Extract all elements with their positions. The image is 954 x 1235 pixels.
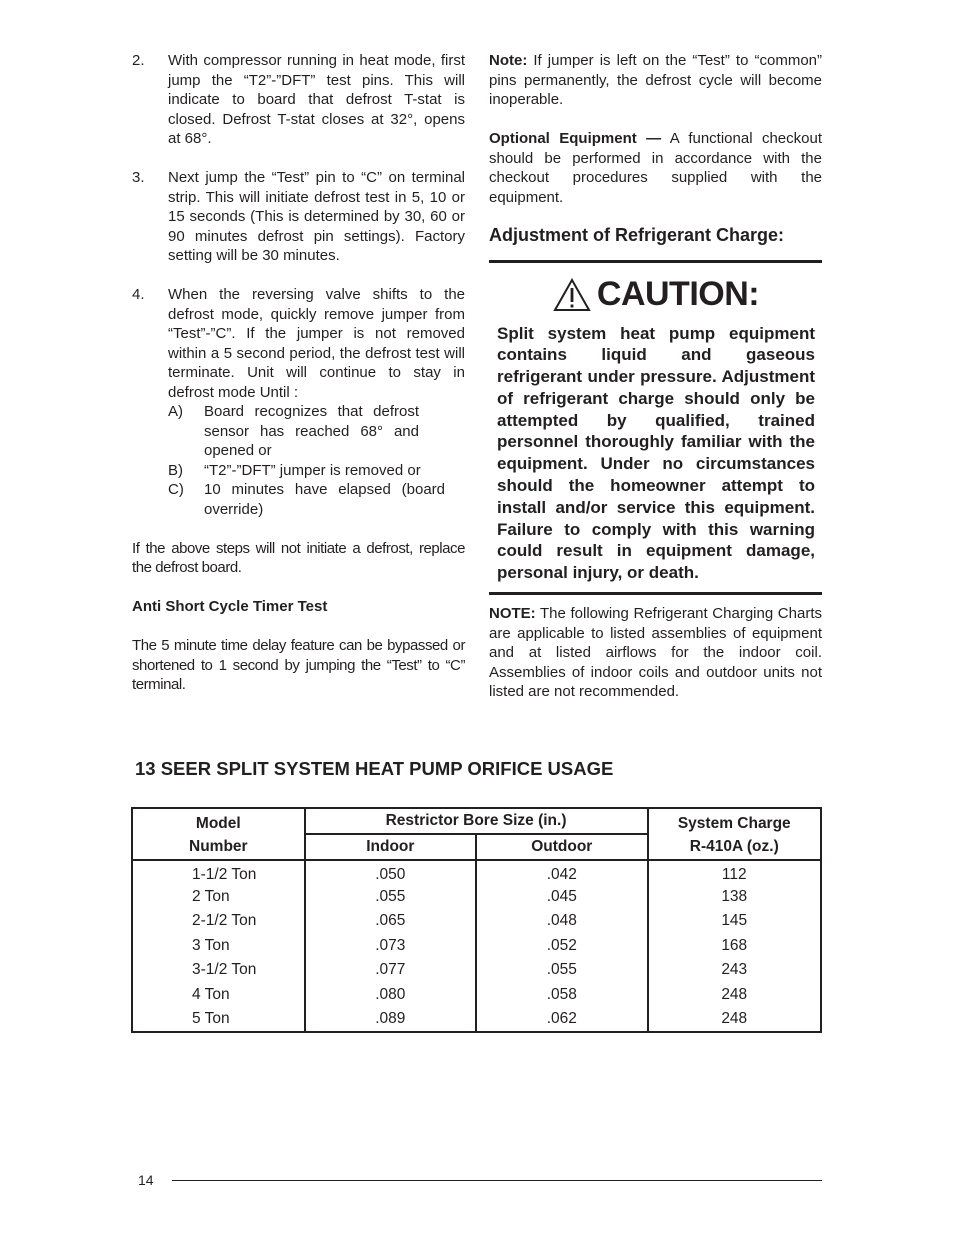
table-title: 13 SEER SPLIT SYSTEM HEAT PUMP ORIFICE USAGE [135,758,614,779]
orifice-usage-table [131,807,822,1033]
charge-cell: 138 [648,885,821,910]
note-text: If jumper is left on the “Test” to “common” pins permanently, the defrost cycle will become inoperable. [489,52,822,108]
step-number: 4. [132,286,145,303]
outdoor-cell: .042 [476,860,647,885]
note-label: Note: [489,52,528,69]
sub-item-letter: B) [168,461,183,479]
sub-item-c [168,480,465,519]
indoor-cell: .077 [305,958,476,983]
sub-item-a [168,402,465,461]
note2-text: The following Refrigerant Charging Charts are applicable to listed assemblies of equipment and at listed airflows for the indoor coil. Assemblies of indoor coils and outdoor units not listed are not recommended. [489,605,822,701]
caution-word: CAUTION: [596,274,760,313]
step-text: With compressor running in heat mode, first jump the “T2”-”DFT” test pins. This will indicate to board that defrost T-stat is closed. Defrost T-stat closes at 32°, opens at 68°. [168,52,465,147]
step-text: Next jump the “Test” pin to “C” on terminal strip. This will initiate defrost test in 5, 10 or 15 seconds (This is determined by 30, 60 or 90 minutes defrost pin settings). Factory setting will be 30 minutes. [168,169,465,264]
table-row [132,1007,821,1032]
indoor-cell: .065 [305,909,476,934]
indoor-cell: .073 [305,934,476,959]
charge-cell: 168 [648,934,821,959]
table-subheader-row [132,834,821,860]
footer-rule [172,1180,822,1181]
table-row [132,885,821,910]
indoor-cell: .080 [305,983,476,1008]
sub-item-b [168,461,465,481]
charge-header-line2: R-410A (oz.) [648,834,821,860]
caution-text: Split system heat pump equipment contains liquid and gaseous refrigerant under pressure. Adjustment of refrigerant charge should only be attempted by qualified, trained personnel thoroughly familiar with the equipment. Under no circumstances should the homeowner attempt to install and/or service this equipment. Failure to comply with this warning could result in equipment damage, personal injury, or death. [497,323,815,583]
step-3 [132,168,465,266]
left-column [132,51,465,695]
optional-text: A functional checkout should be performed in accordance with the checkout procedures supplied with the equipment. [489,130,822,206]
charge-cell: 243 [648,958,821,983]
model-cell: 1-1/2 Ton [132,860,305,885]
optional-label: Optional Equipment — [489,130,662,147]
step-4-text: When the reversing valve shifts to the defrost mode, quickly remove jumper from “Test”-”C”. If the jumper is not removed within a 5 second period, the defrost test will terminate. Unit will continue to stay in defrost mode Until : [168,286,465,401]
sub-item-text: Board recognizes that defrost sensor has reached 68° and opened or [204,403,419,459]
jumper-note [489,51,822,110]
outdoor-cell: .058 [476,983,647,1008]
table-row [132,983,821,1008]
table-header-row [132,808,821,834]
model-cell: 3 Ton [132,934,305,959]
sub-item-letter: C) [168,481,184,498]
indoor-cell: .050 [305,860,476,885]
model-cell: 2 Ton [132,885,305,910]
table-row [132,934,821,959]
indoor-header: Indoor [305,834,476,860]
charging-charts-note [489,604,822,702]
charge-cell: 112 [648,860,821,885]
outdoor-cell: .052 [476,934,647,959]
model-cell: 5 Ton [132,1007,305,1032]
outdoor-cell: .048 [476,909,647,934]
indoor-cell: .055 [305,885,476,910]
caution-box [489,260,822,596]
step-number: 2. [132,52,145,69]
warning-triangle-icon [553,278,591,312]
anti-short-cycle-text: The 5 minute time delay feature can be bypassed or shortened to 1 second by jumping the “Test” to “C” terminal. [132,637,465,693]
step-4 [132,285,465,519]
step-2 [132,51,465,149]
table-row [132,860,821,885]
charge-header: System Charge [648,808,821,834]
outdoor-cell: .045 [476,885,647,910]
indoor-cell: .089 [305,1007,476,1032]
model-cell: 3-1/2 Ton [132,958,305,983]
model-header: Model [132,808,305,834]
step-number: 3. [132,169,145,186]
outdoor-cell: .062 [476,1007,647,1032]
anti-short-cycle-heading: Anti Short Cycle Timer Test [132,598,328,615]
right-column [489,51,822,702]
model-cell: 2-1/2 Ton [132,909,305,934]
model-header-line2: Number [132,834,305,860]
charge-cell: 248 [648,1007,821,1032]
outdoor-header: Outdoor [476,834,647,860]
sub-item-text: “T2”-”DFT” jumper is removed or [204,461,421,479]
charge-cell: 145 [648,909,821,934]
table-row [132,909,821,934]
step-text [168,285,465,519]
sub-item-text: 10 minutes have elapsed (board override) [204,481,445,518]
sub-item-letter: A) [168,403,183,420]
page-number: 14 [138,1172,154,1188]
charge-cell: 248 [648,983,821,1008]
replace-board-note: If the above steps will not initiate a defrost, replace the defrost board. [132,539,465,576]
optional-equipment [489,129,822,207]
caution-title [497,271,815,319]
model-cell: 4 Ton [132,983,305,1008]
table-row [132,958,821,983]
bore-size-header: Restrictor Bore Size (in.) [305,808,648,834]
outdoor-cell: .055 [476,958,647,983]
note2-label: NOTE: [489,605,536,623]
adjustment-heading: Adjustment of Refrigerant Charge: [489,225,785,245]
